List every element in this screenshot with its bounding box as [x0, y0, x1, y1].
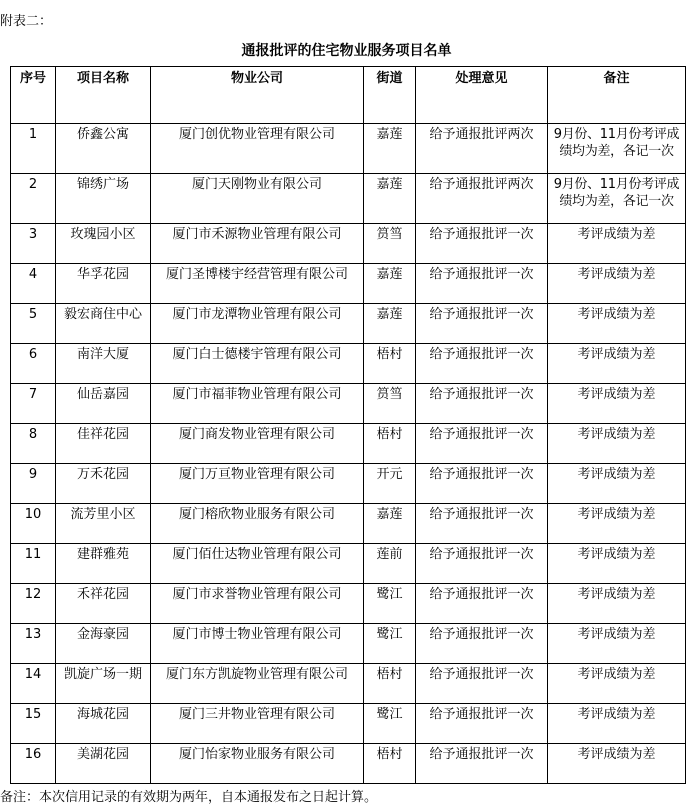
cell-project: 侨鑫公寓	[56, 124, 151, 174]
cell-no: 10	[11, 504, 56, 544]
cell-street: 嘉莲	[364, 504, 416, 544]
table-header-row	[11, 67, 686, 124]
cell-street: 鹭江	[364, 584, 416, 624]
cell-project: 流芳里小区	[56, 504, 151, 544]
header-action: 处理意见	[416, 67, 548, 124]
cell-company: 厦门创优物业管理有限公司	[151, 124, 364, 174]
table-row	[11, 344, 686, 384]
cell-street: 梧村	[364, 424, 416, 464]
cell-no: 15	[11, 704, 56, 744]
table-row	[11, 624, 686, 664]
cell-no: 14	[11, 664, 56, 704]
cell-no: 2	[11, 174, 56, 224]
cell-note: 考评成绩为差	[548, 224, 686, 264]
table-row	[11, 664, 686, 704]
cell-note: 考评成绩为差	[548, 344, 686, 384]
table-row	[11, 264, 686, 304]
cell-company: 厦门白士德楼宇管理有限公司	[151, 344, 364, 384]
cell-note: 考评成绩为差	[548, 504, 686, 544]
cell-no: 12	[11, 584, 56, 624]
table-row	[11, 504, 686, 544]
cell-action: 给予通报批评一次	[416, 664, 548, 704]
cell-action: 给予通报批评一次	[416, 704, 548, 744]
cell-street: 梧村	[364, 344, 416, 384]
cell-project: 华孚花园	[56, 264, 151, 304]
cell-action: 给予通报批评一次	[416, 224, 548, 264]
cell-note: 考评成绩为差	[548, 704, 686, 744]
table-row	[11, 424, 686, 464]
cell-action: 给予通报批评两次	[416, 174, 548, 224]
cell-street: 梧村	[364, 664, 416, 704]
cell-company: 厦门市禾源物业管理有限公司	[151, 224, 364, 264]
attachment-label: 附表二：	[0, 14, 53, 29]
cell-project: 建群雅苑	[56, 544, 151, 584]
cell-no: 11	[11, 544, 56, 584]
cell-project: 禾祥花园	[56, 584, 151, 624]
cell-street: 筼筜	[364, 384, 416, 424]
cell-note: 考评成绩为差	[548, 264, 686, 304]
cell-project: 佳祥花园	[56, 424, 151, 464]
cell-company: 厦门佰仕达物业管理有限公司	[151, 544, 364, 584]
cell-company: 厦门圣博楼宇经营管理有限公司	[151, 264, 364, 304]
table-row	[11, 224, 686, 264]
header-company: 物业公司	[151, 67, 364, 124]
table-row	[11, 744, 686, 784]
cell-project: 凯旋广场一期	[56, 664, 151, 704]
cell-project: 南洋大厦	[56, 344, 151, 384]
cell-project: 毅宏商住中心	[56, 304, 151, 344]
criticized-projects-table	[10, 66, 686, 784]
cell-street: 开元	[364, 464, 416, 504]
cell-note: 考评成绩为差	[548, 464, 686, 504]
cell-note: 考评成绩为差	[548, 384, 686, 424]
cell-project: 金海豪园	[56, 624, 151, 664]
cell-action: 给予通报批评一次	[416, 504, 548, 544]
cell-company: 厦门怡家物业服务有限公司	[151, 744, 364, 784]
cell-note: 9月份、11月份考评成绩均为差，各记一次	[548, 124, 686, 174]
cell-project: 玫瑰园小区	[56, 224, 151, 264]
cell-action: 给予通报批评一次	[416, 544, 548, 584]
cell-project: 锦绣广场	[56, 174, 151, 224]
table-row	[11, 584, 686, 624]
cell-action: 给予通报批评一次	[416, 384, 548, 424]
cell-street: 嘉莲	[364, 264, 416, 304]
cell-note: 考评成绩为差	[548, 424, 686, 464]
cell-action: 给予通报批评两次	[416, 124, 548, 174]
header-no: 序号	[11, 67, 56, 124]
cell-note: 考评成绩为差	[548, 544, 686, 584]
cell-company: 厦门商发物业管理有限公司	[151, 424, 364, 464]
cell-no: 9	[11, 464, 56, 504]
cell-project: 海城花园	[56, 704, 151, 744]
cell-street: 嘉莲	[364, 174, 416, 224]
table-row	[11, 384, 686, 424]
table-row	[11, 124, 686, 174]
footer-note: 备注：本次信用记录的有效期为两年，自本通报发布之日起计算。	[0, 790, 378, 805]
cell-project: 仙岳嘉园	[56, 384, 151, 424]
cell-no: 16	[11, 744, 56, 784]
cell-note: 考评成绩为差	[548, 744, 686, 784]
table-row	[11, 544, 686, 584]
cell-street: 嘉莲	[364, 304, 416, 344]
cell-company: 厦门市龙潭物业管理有限公司	[151, 304, 364, 344]
cell-street: 鹭江	[364, 704, 416, 744]
cell-note: 9月份、11月份考评成绩均为差，各记一次	[548, 174, 686, 224]
cell-street: 鹭江	[364, 624, 416, 664]
cell-company: 厦门万亘物业管理有限公司	[151, 464, 364, 504]
cell-company: 厦门三井物业管理有限公司	[151, 704, 364, 744]
cell-no: 13	[11, 624, 56, 664]
cell-no: 6	[11, 344, 56, 384]
cell-street: 嘉莲	[364, 124, 416, 174]
cell-street: 莲前	[364, 544, 416, 584]
cell-action: 给予通报批评一次	[416, 744, 548, 784]
cell-no: 3	[11, 224, 56, 264]
cell-note: 考评成绩为差	[548, 584, 686, 624]
cell-company: 厦门东方凯旋物业管理有限公司	[151, 664, 364, 704]
cell-action: 给予通报批评一次	[416, 624, 548, 664]
cell-company: 厦门市求誉物业管理有限公司	[151, 584, 364, 624]
cell-action: 给予通报批评一次	[416, 424, 548, 464]
cell-company: 厦门榕欣物业服务有限公司	[151, 504, 364, 544]
cell-no: 1	[11, 124, 56, 174]
cell-no: 8	[11, 424, 56, 464]
cell-note: 考评成绩为差	[548, 664, 686, 704]
cell-action: 给予通报批评一次	[416, 584, 548, 624]
table-row	[11, 464, 686, 504]
cell-company: 厦门天刚物业有限公司	[151, 174, 364, 224]
cell-action: 给予通报批评一次	[416, 344, 548, 384]
cell-no: 4	[11, 264, 56, 304]
cell-project: 万禾花园	[56, 464, 151, 504]
table-row	[11, 304, 686, 344]
cell-no: 7	[11, 384, 56, 424]
header-project: 项目名称	[56, 67, 151, 124]
cell-action: 给予通报批评一次	[416, 304, 548, 344]
cell-note: 考评成绩为差	[548, 624, 686, 664]
header-street: 街道	[364, 67, 416, 124]
cell-no: 5	[11, 304, 56, 344]
cell-action: 给予通报批评一次	[416, 464, 548, 504]
cell-company: 厦门市博士物业管理有限公司	[151, 624, 364, 664]
cell-street: 梧村	[364, 744, 416, 784]
table-row	[11, 704, 686, 744]
cell-project: 美湖花园	[56, 744, 151, 784]
table-row	[11, 174, 686, 224]
cell-street: 筼筜	[364, 224, 416, 264]
cell-note: 考评成绩为差	[548, 304, 686, 344]
header-note: 备注	[548, 67, 686, 124]
document-title: 通报批评的住宅物业服务项目名单	[241, 43, 452, 59]
cell-company: 厦门市福菲物业管理有限公司	[151, 384, 364, 424]
cell-action: 给予通报批评一次	[416, 264, 548, 304]
